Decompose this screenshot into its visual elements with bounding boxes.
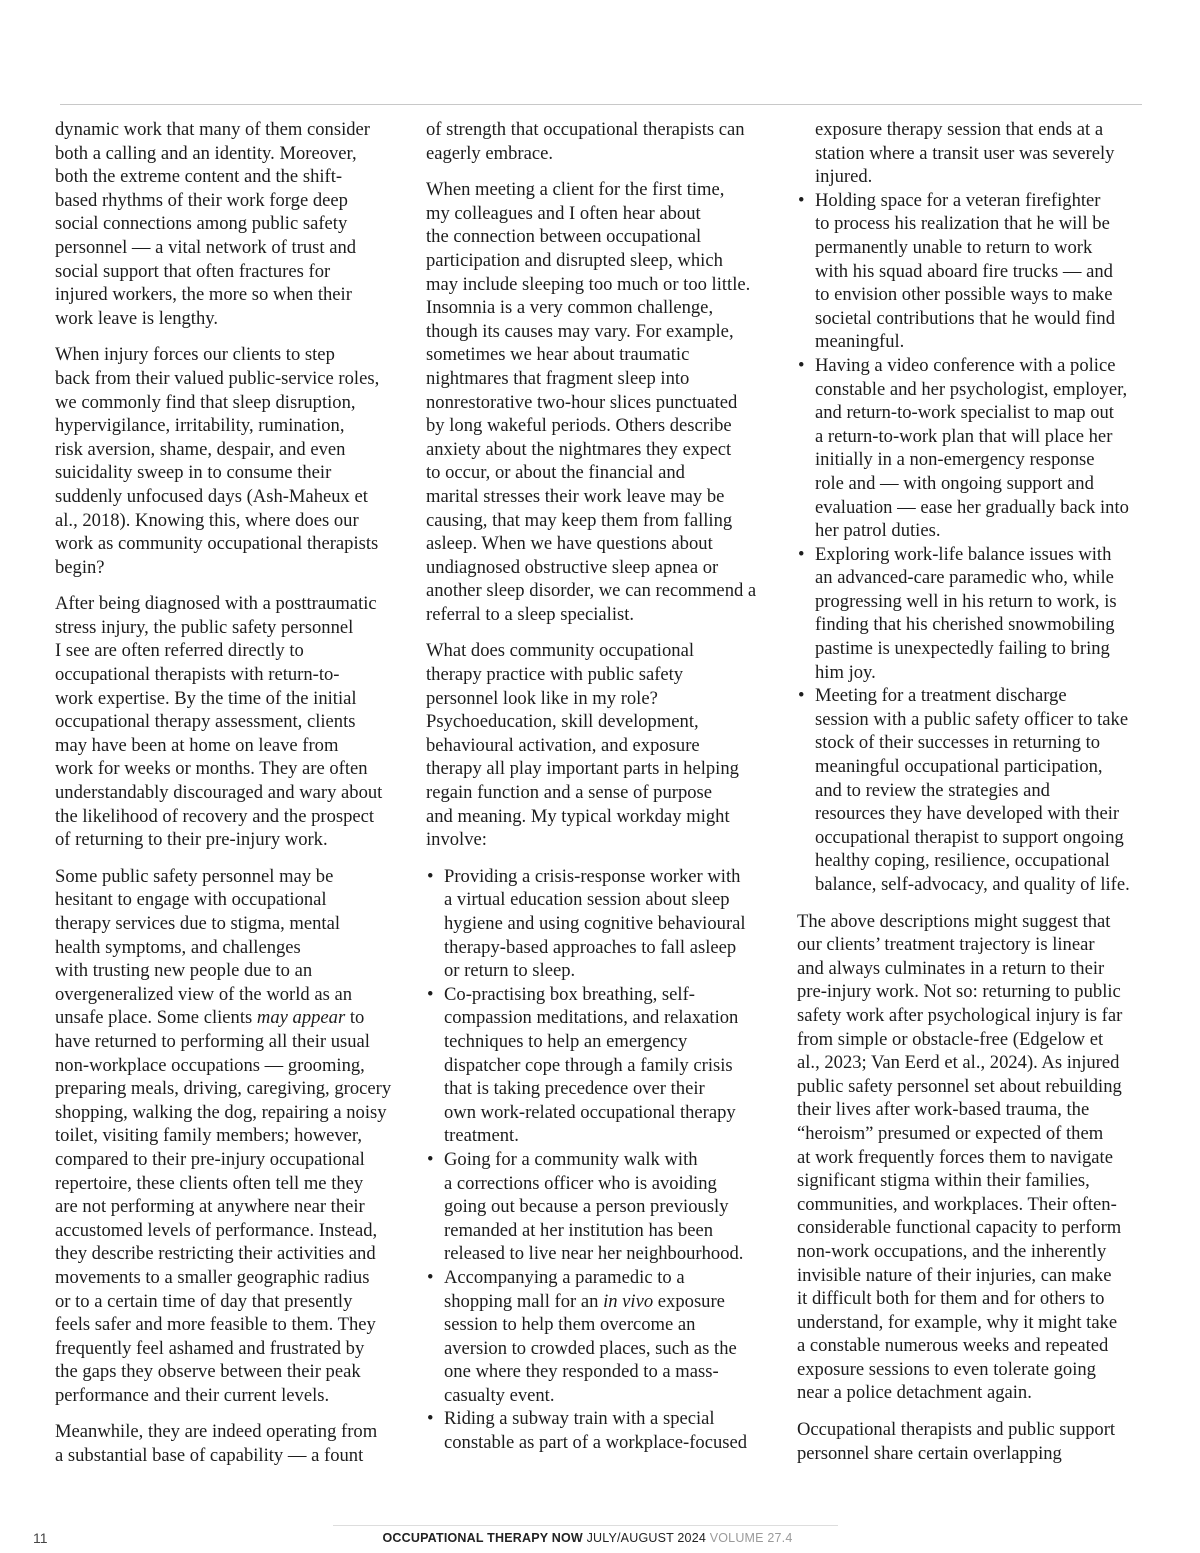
volume-number: VOLUME 27.4	[709, 1531, 793, 1545]
article-column-1	[55, 118, 410, 1481]
paragraph: What does community occupational therapy practice with public safety personnel look like in my role? Psychoeducation, skill development, behavioural activation, and exposure therapy all play important parts in helping regain function and a sense of purpose and meaning. My typical workday might involve:	[426, 640, 739, 851]
paragraph: dynamic work that many of them consider both a calling and an identity. Moreover, both the extreme content and the shift- based rhythms of their work forge deep social connections among public safety personnel — a vital network of trust and social support that often fractures for injured workers, the more so when their work leave is lengthy.	[55, 119, 370, 329]
paragraph-text: to have returned to performing all their usual non-workplace occupations — grooming, preparing meals, driving, caregiving, grocery shopping, walking the dog, repairing a noisy toilet, visiting family members; however, compared to their pre-injury occupational repertoire, these clients often tell me they are not performing at anywhere near their accustomed levels of performance. Instead, they describe restricting their activities and movements to a smaller geographic radius or to a certain time of day that presently feels safer and more feasible to them. They frequently feel ashamed and frustrated by the gaps they observe between their peak performance and their current levels.	[55, 1007, 392, 1406]
page-number: 11	[33, 1530, 48, 1546]
issue-date: JULY/AUGUST 2024	[586, 1531, 707, 1545]
footer-divider	[333, 1525, 838, 1526]
list-item: • Holding space for a veteran firefighter to process his realization that he will be permanently unable to return to work with his squad aboard fire trucks — and to envision other possible ways to make societal contributions that he would find meaningful.	[797, 189, 1152, 354]
paragraph-text: Some public safety personnel may be hesitant to engage with occupational therapy services due to stigma, mental health symptoms, and challenges with trusting new people due to an overgeneralized view of the world as an unsafe place. Some clients	[55, 865, 353, 1029]
publication-info	[0, 1531, 1175, 1545]
list-item: • Providing a crisis-response worker with a virtual education session about sleep hygiene and using cognitive behavioural therapy-based approaches to fall asleep or return to sleep.	[426, 865, 781, 983]
article-column-2	[426, 118, 781, 1468]
paragraph	[55, 865, 410, 1408]
list-item-text: Accompanying a paramedic to a shopping mall for an	[444, 1266, 685, 1312]
emphasis-text: in vivo	[603, 1290, 654, 1312]
page-footer	[0, 1530, 1200, 1550]
emphasis-text: may appear	[256, 1007, 346, 1029]
list-item: • Meeting for a treatment discharge session with a public safety officer to take stock of their successes in returning to meaningful occupational participation, and to review the strategies and resources they have developed with their occupational therapist to support ongoing healthy coping, resilience, occupational balance, self-advocacy, and quality of life.	[797, 684, 1152, 896]
list-item: • Co-practising box breathing, self- compassion meditations, and relaxation techniques to help an emergency dispatcher cope through a family crisis that is taking precedence over their own work-related occupational therapy treatment.	[426, 983, 781, 1148]
list-item: • Going for a community walk with a corrections officer who is avoiding going out because a person previously remanded at her institution has been released to live near her neighbourhood.	[426, 1148, 781, 1266]
paragraph: When injury forces our clients to step back from their valued public-service roles, we commonly find that sleep disruption, hypervigilance, irritability, rumination, risk aversion, shame, despair, and even suicidality sweep in to consume their suddenly unfocused days (Ash-Maheux et al., 2018). Knowing this, where does our work as community occupational therapists begin?	[55, 344, 380, 578]
workday-list-continued	[797, 118, 1152, 897]
list-item	[426, 1266, 781, 1408]
list-item-text: exposure session to help them overcome an aversion to crowded places, such as the one where they responded to a mass- casualty event.	[444, 1290, 737, 1406]
paragraph: of strength that occupational therapists can eagerly embrace.	[426, 119, 745, 164]
list-item: • Exploring work-life balance issues with an advanced-care paramedic who, while progressing well in his return to work, is finding that his cherished snowmobiling pastime is unexpectedly failing to bring him joy.	[797, 543, 1152, 685]
article-column-3	[797, 118, 1152, 1478]
paragraph: After being diagnosed with a posttraumatic stress injury, the public safety personnel I see are often referred directly to occupational therapists with return-to- work expertise. By the time of the initial occupational therapy assessment, clients may have been at home on leave from work for weeks or months. They are often understandably discouraged and wary about the likelihood of recovery and the prospect of returning to their pre-injury work.	[55, 593, 383, 851]
paragraph: When meeting a client for the first time, my colleagues and I often hear about the connection between occupational participation and disrupted sleep, which may include sleeping too much or too little. Insomnia is a very common challenge, though its causes may vary. For example, sometimes we hear about traumatic nightmares that fragment sleep into nonrestorative two-hour slices punctuated by long wakeful periods. Others describe anxiety about the nightmares they expect to occur, or about the financial and marital stresses their work leave may be causing, that may keep them from falling asleep. When we have questions about undiagnosed obstructive sleep apnea or another sleep disorder, we can recommend a referral to a sleep specialist.	[426, 179, 757, 625]
list-item-continuation: exposure therapy session that ends at a station where a transit user was severely injured.	[815, 119, 1115, 188]
list-item: • Riding a subway train with a special constable as part of a workplace-focused	[426, 1407, 781, 1454]
magazine-title: OCCUPATIONAL THERAPY NOW	[382, 1531, 583, 1545]
paragraph: Occupational therapists and public support personnel share certain overlapping	[797, 1419, 1116, 1464]
list-item: • Having a video conference with a police constable and her psychologist, employer, and return-to-work specialist to map out a return-to-work plan that will place her initially in a non-emergency response role and — with ongoing support and evaluation — ease her gradually back into her patrol duties.	[797, 354, 1152, 543]
header-divider	[60, 104, 1142, 105]
workday-list	[426, 865, 781, 1455]
paragraph: Meanwhile, they are indeed operating from a substantial base of capability — a fount	[55, 1421, 378, 1467]
paragraph: The above descriptions might suggest that our clients’ treatment trajectory is linear and always culminates in a return to their pre-injury work. Not so: returning to public safety work after psychological injury is far from simple or obstacle-free (Edgelow et al., 2023; Van Eerd et al., 2024). As injured public safety personnel set about rebuilding their lives after work-based trauma, the “heroism” presumed or expected of them at work frequently forces them to navigate significant stigma within their families, communities, and workplaces. Their often- considerable functional capacity to perform non-work occupations, and the inherently invisible nature of their injuries, can make it difficult both for them and for others to understand, for example, why it might take a constable numerous weeks and repeated exposure sessions to even tolerate going near a police detachment again.	[797, 910, 1123, 1404]
